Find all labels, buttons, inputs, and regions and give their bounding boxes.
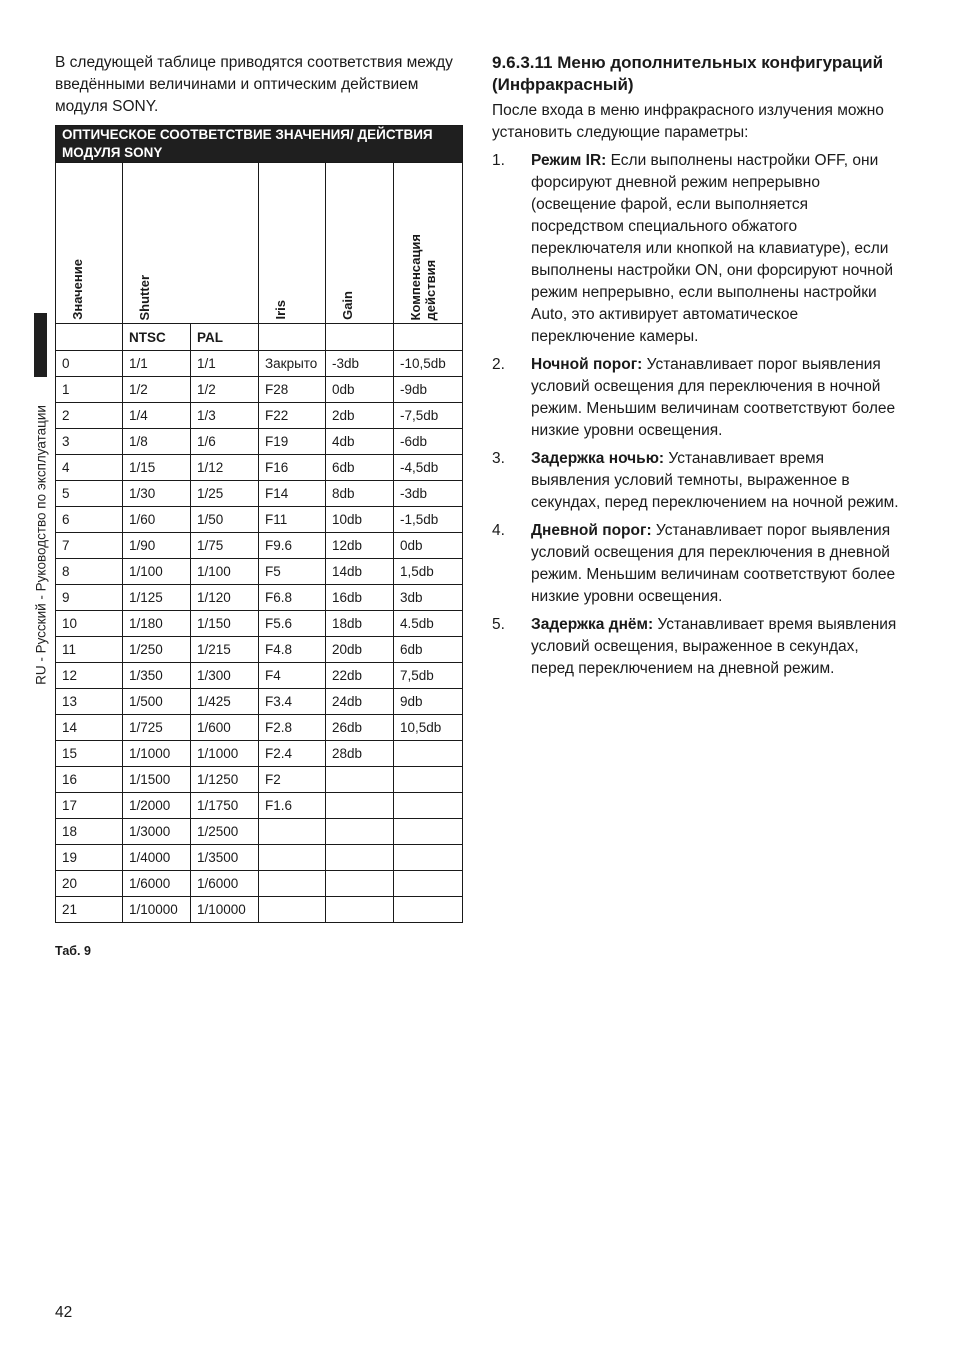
list-item-label: Ночной порог: <box>531 356 643 373</box>
table-cell: F28 <box>259 377 326 403</box>
table-row <box>56 377 463 403</box>
list-item-label: Дневной порог: <box>531 522 652 539</box>
table-cell: F9.6 <box>259 533 326 559</box>
list-item-number: 4. <box>492 522 505 539</box>
table-cell: 12 <box>56 663 123 689</box>
table-cell: F4.8 <box>259 637 326 663</box>
table-cell: F2.8 <box>259 715 326 741</box>
list-item-text: Устанавливает время выявления условий темноты, выраженное в секундах, перед переключением на ночной режим. <box>531 450 899 511</box>
table-cell: 6 <box>56 507 123 533</box>
list-item-text: Устанавливает порог выявления условий освещения для переключения в дневной режим. Меньшим величинам соответствуют более низкие уровни освещения. <box>531 522 896 605</box>
table-cell: 21 <box>56 897 123 923</box>
table-cell: 18 <box>56 819 123 845</box>
table-row <box>56 455 463 481</box>
table-cell: 0db <box>394 533 463 559</box>
table-cell: F5.6 <box>259 611 326 637</box>
table-cell: 1/500 <box>123 689 191 715</box>
list-item-number: 2. <box>492 356 505 373</box>
table-cell: 4db <box>326 429 394 455</box>
table-row <box>56 741 463 767</box>
table-row <box>56 715 463 741</box>
table-cell: 1/3 <box>191 403 259 429</box>
table-cell: 1/1000 <box>123 741 191 767</box>
table-row <box>56 845 463 871</box>
page-number: 42 <box>55 1304 73 1321</box>
table-row <box>56 585 463 611</box>
list-item-text: Если выполнены настройки OFF, они форсируют дневной режим непрерывно (освещение фарой, если выполняется посредством специального обжатого переключателя или кнопкой на клавиатуре), если выполнены настройки ON, они форсируют ночной режим непрерывно, если выполнены настройки Auto, это активирует автоматическое переключение камеры. <box>531 152 894 345</box>
table-cell: 9db <box>394 689 463 715</box>
table-cell: 16 <box>56 767 123 793</box>
table-cell: 1/3500 <box>191 845 259 871</box>
table-cell: 1/6 <box>191 429 259 455</box>
subheader-empty <box>259 324 326 351</box>
table-cell: -7,5db <box>394 403 463 429</box>
table-row <box>56 689 463 715</box>
table-cell <box>326 793 394 819</box>
table-cell: 18db <box>326 611 394 637</box>
table-cell <box>326 845 394 871</box>
table-cell: 1/15 <box>123 455 191 481</box>
optics-table <box>55 125 463 923</box>
table-cell: 24db <box>326 689 394 715</box>
table-cell: 20 <box>56 871 123 897</box>
table-title: ОПТИЧЕСКОЕ СООТВЕТСТВИЕ ЗНАЧЕНИЯ/ ДЕЙСТВИЯ МОДУЛЯ SONY <box>56 126 463 163</box>
table-cell: 1/1250 <box>191 767 259 793</box>
table-cell <box>394 793 463 819</box>
table-cell: 17 <box>56 793 123 819</box>
table-cell: 1/350 <box>123 663 191 689</box>
table-cell: F3.4 <box>259 689 326 715</box>
table-cell: 8 <box>56 559 123 585</box>
table-cell: 10db <box>326 507 394 533</box>
table-cell: F5 <box>259 559 326 585</box>
header-shutter: Shutter <box>123 163 259 324</box>
table-cell: F6.8 <box>259 585 326 611</box>
list-item-label: Задержка днём: <box>531 616 654 633</box>
table-cell: 1/2 <box>191 377 259 403</box>
table-cell: 1/425 <box>191 689 259 715</box>
table-cell: 7,5db <box>394 663 463 689</box>
section-intro: После входа в меню инфракрасного излучения можно установить следующие параметры: <box>492 102 884 141</box>
table-cell: F2.4 <box>259 741 326 767</box>
table-cell: 1/1 <box>191 351 259 377</box>
table-cell: 2 <box>56 403 123 429</box>
table-cell: 14db <box>326 559 394 585</box>
table-row <box>56 637 463 663</box>
table-cell <box>394 819 463 845</box>
table-row <box>56 767 463 793</box>
table-cell: 1/300 <box>191 663 259 689</box>
table-cell: 1/50 <box>191 507 259 533</box>
table-cell: F19 <box>259 429 326 455</box>
header-iris: Iris <box>259 163 326 324</box>
table-cell: 1/1750 <box>191 793 259 819</box>
table-cell <box>326 767 394 793</box>
table-cell: 1/180 <box>123 611 191 637</box>
subheader-empty <box>394 324 463 351</box>
table-cell <box>394 767 463 793</box>
table-cell: 1/90 <box>123 533 191 559</box>
table-cell: -3db <box>394 481 463 507</box>
table-cell: 1/8 <box>123 429 191 455</box>
table-cell: 16db <box>326 585 394 611</box>
table-cell: 1/25 <box>191 481 259 507</box>
table-cell: 1,5db <box>394 559 463 585</box>
table-cell: 13 <box>56 689 123 715</box>
table-cell: F2 <box>259 767 326 793</box>
table-cell <box>326 819 394 845</box>
table-cell: 3 <box>56 429 123 455</box>
table-cell: -1,5db <box>394 507 463 533</box>
table-cell: 1/250 <box>123 637 191 663</box>
table-body <box>56 351 463 923</box>
table-cell: 19 <box>56 845 123 871</box>
table-cell: F16 <box>259 455 326 481</box>
table-row <box>56 533 463 559</box>
table-cell: 22db <box>326 663 394 689</box>
table-cell: 3db <box>394 585 463 611</box>
table-cell: 2db <box>326 403 394 429</box>
table-cell: 1/60 <box>123 507 191 533</box>
table-row <box>56 897 463 923</box>
table-cell <box>394 741 463 767</box>
list-item-text: Устанавливает порог выявления условий освещения для переключения в ночной режим. Меньшим величинам соответствуют более низкие уровни освещения. <box>531 356 896 439</box>
intro-paragraph: В следующей таблице приводятся соответствия между введёнными величинами и оптическим действием модуля SONY. <box>55 54 453 115</box>
table-cell: 5 <box>56 481 123 507</box>
list-item-text: Устанавливает время выявления условий освещения, выраженное в секундах, перед переключением на дневной режим. <box>531 616 897 677</box>
table-row <box>56 559 463 585</box>
table-cell: 1/6000 <box>191 871 259 897</box>
list-item <box>492 448 904 514</box>
section-title: 9.6.3.11 Меню дополнительных конфигураций (Инфракрасный) <box>492 53 884 94</box>
list-item <box>492 150 904 348</box>
table-cell <box>326 897 394 923</box>
table-cell: 0 <box>56 351 123 377</box>
table-caption: Таб. 9 <box>55 944 91 958</box>
table-cell: 1/600 <box>191 715 259 741</box>
table-row <box>56 663 463 689</box>
list-item <box>492 520 904 608</box>
table-cell: F22 <box>259 403 326 429</box>
table-cell: 1 <box>56 377 123 403</box>
table-cell: 1/2500 <box>191 819 259 845</box>
list-item-number: 5. <box>492 616 505 633</box>
table-cell: 4.5db <box>394 611 463 637</box>
ir-menu-section <box>492 52 904 686</box>
table-cell <box>259 897 326 923</box>
table-cell: 1/12 <box>191 455 259 481</box>
list-item <box>492 354 904 442</box>
table-cell: 1/125 <box>123 585 191 611</box>
table-row <box>56 819 463 845</box>
table-cell <box>394 845 463 871</box>
table-cell: 1/2000 <box>123 793 191 819</box>
side-marker-bar <box>34 313 47 377</box>
subheader-empty <box>326 324 394 351</box>
table-cell: 1/75 <box>191 533 259 559</box>
header-compensation: Компенсация действия <box>394 163 463 324</box>
table-cell: 1/1500 <box>123 767 191 793</box>
header-gain: Gain <box>326 163 394 324</box>
table-cell: 1/725 <box>123 715 191 741</box>
table-cell: -10,5db <box>394 351 463 377</box>
parameter-list <box>492 150 904 680</box>
table-cell <box>394 897 463 923</box>
table-row <box>56 871 463 897</box>
table-cell: F4 <box>259 663 326 689</box>
table-row <box>56 403 463 429</box>
table-cell <box>259 845 326 871</box>
table-cell <box>326 871 394 897</box>
table-cell: -4,5db <box>394 455 463 481</box>
side-running-text: RU - Русский - Руководство по эксплуатации <box>33 405 49 685</box>
table-cell: 1/10000 <box>123 897 191 923</box>
table-row <box>56 507 463 533</box>
table-cell: 1/4 <box>123 403 191 429</box>
table-cell: 7 <box>56 533 123 559</box>
table-cell: -3db <box>326 351 394 377</box>
table-cell: 11 <box>56 637 123 663</box>
table-cell: F14 <box>259 481 326 507</box>
table-cell <box>394 871 463 897</box>
table-cell: 1/100 <box>191 559 259 585</box>
table-cell: 1/10000 <box>191 897 259 923</box>
table-row <box>56 611 463 637</box>
table-cell: 26db <box>326 715 394 741</box>
table-cell: Закрыто <box>259 351 326 377</box>
table-cell: F11 <box>259 507 326 533</box>
table-cell: 4 <box>56 455 123 481</box>
table-cell: 1/1000 <box>191 741 259 767</box>
table-row <box>56 481 463 507</box>
table-cell: 1/3000 <box>123 819 191 845</box>
subheader-pal: PAL <box>191 324 259 351</box>
table-cell: 1/30 <box>123 481 191 507</box>
table-cell: F1.6 <box>259 793 326 819</box>
table-cell: 0db <box>326 377 394 403</box>
table-cell: -9db <box>394 377 463 403</box>
table-cell: 6db <box>326 455 394 481</box>
table-cell: 1/150 <box>191 611 259 637</box>
table-cell: 1/100 <box>123 559 191 585</box>
table-cell: 9 <box>56 585 123 611</box>
table-cell: 28db <box>326 741 394 767</box>
subheader-empty <box>56 324 123 351</box>
table-cell: 10,5db <box>394 715 463 741</box>
table-row <box>56 793 463 819</box>
table-cell: 1/215 <box>191 637 259 663</box>
header-value: Значение <box>56 163 123 324</box>
table-cell: 6db <box>394 637 463 663</box>
table-cell: 1/1 <box>123 351 191 377</box>
table-cell: -6db <box>394 429 463 455</box>
list-item <box>492 614 904 680</box>
table-cell: 20db <box>326 637 394 663</box>
list-item-number: 1. <box>492 152 505 169</box>
table-cell <box>259 819 326 845</box>
table-cell: 1/4000 <box>123 845 191 871</box>
list-item-label: Режим IR: <box>531 152 607 169</box>
table-cell <box>259 871 326 897</box>
table-cell: 8db <box>326 481 394 507</box>
subheader-ntsc: NTSC <box>123 324 191 351</box>
table-cell: 10 <box>56 611 123 637</box>
table-row <box>56 351 463 377</box>
table-row <box>56 429 463 455</box>
list-item-label: Задержка ночью: <box>531 450 665 467</box>
list-item-number: 3. <box>492 450 505 467</box>
table-cell: 1/120 <box>191 585 259 611</box>
table-cell: 1/6000 <box>123 871 191 897</box>
table-cell: 12db <box>326 533 394 559</box>
table-cell: 14 <box>56 715 123 741</box>
table-cell: 1/2 <box>123 377 191 403</box>
table-cell: 15 <box>56 741 123 767</box>
